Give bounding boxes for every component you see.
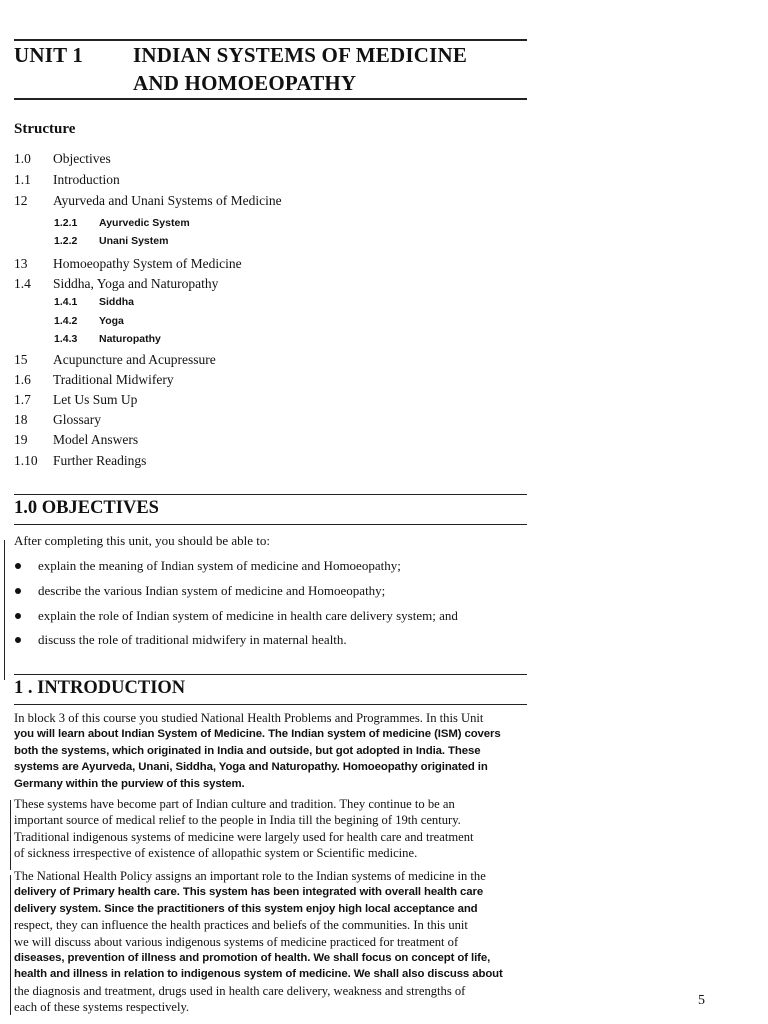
toc-item-number: 12: [14, 193, 28, 208]
bullet-dot-icon: [15, 563, 21, 569]
paragraph-line: These systems have become part of Indian culture and tradition. They continue to be an: [14, 797, 455, 811]
paragraph-line: respect, they can influence the health practices and beliefs of the communities. In this unit: [14, 918, 468, 933]
paragraph-line: systems are Ayurveda, Unani, Siddha, Yoga and Naturopathy. Homoeopathy originated in: [14, 761, 488, 774]
paragraph-line: you will learn about Indian System of Medicine. The Indian system of medicine (ISM) covers: [14, 728, 501, 741]
introduction-paragraph-3: [14, 868, 534, 1016]
toc-item-number: 1.1: [14, 172, 31, 187]
paragraph-line: The National Health Policy assigns an important role to the Indian systems of medicine in the: [14, 869, 486, 883]
paragraph-line: delivery of Primary health care. This system has been integrated with overall health care: [14, 886, 484, 899]
introduction-heading: 1 . INTRODUCTION: [14, 678, 186, 698]
scan-margin-mark: [10, 875, 11, 1015]
toc-item-number: 1.4.3: [54, 333, 78, 345]
paragraph-line: both the systems, which originated in India and outside, but got adopted in India. These: [14, 744, 481, 757]
objectives-bottom-rule: [14, 524, 527, 525]
structure-heading: Structure: [14, 121, 76, 137]
paragraph-line: we will discuss about various indigenous systems of medicine practiced for treatment of: [14, 934, 459, 949]
toc-item-label: Glossary: [53, 412, 101, 427]
toc-item-number: 1.2.2: [54, 235, 78, 247]
toc-item-number: 1.6: [14, 372, 31, 387]
paragraph-line: each of these systems respectively.: [14, 1000, 190, 1015]
title-top-rule: [14, 39, 527, 41]
objective-text: describe the various Indian system of medicine and Homoeopathy;: [38, 583, 386, 598]
objective-text: discuss the role of traditional midwifery in maternal health.: [38, 632, 347, 647]
toc-item-number: 1.0: [14, 151, 31, 166]
toc-item-label: Objectives: [53, 151, 111, 166]
objectives-heading: 1.0 OBJECTIVES: [14, 498, 159, 518]
toc-item-label: Naturopathy: [99, 333, 161, 345]
introduction-bottom-rule: [14, 704, 527, 705]
objectives-top-rule: [14, 494, 527, 495]
toc-item-number: 1.4: [14, 276, 31, 291]
paragraph-line: important source of medical relief to the people in India till the begining of 19th century.: [14, 813, 461, 828]
scan-margin-mark: [4, 540, 5, 680]
toc-item-number: 1.2.1: [54, 217, 78, 229]
toc-item-label: Ayurvedic System: [99, 217, 190, 229]
bullet-dot-icon: [15, 588, 21, 594]
toc-item-label: Model Answers: [53, 432, 139, 447]
toc-item-number: 1.4.2: [54, 315, 78, 327]
toc-item-number: 19: [14, 432, 28, 447]
toc-item-label: Homoeopathy System of Medicine: [53, 256, 242, 271]
toc-item-number: 1.7: [14, 392, 31, 407]
toc-item-label: Unani System: [99, 235, 169, 247]
bullet-dot-icon: [15, 613, 21, 619]
introduction-top-rule: [14, 674, 527, 675]
title-bottom-rule: [14, 98, 527, 100]
unit-number: UNIT 1: [14, 43, 84, 67]
toc-item-label: Traditional Midwifery: [53, 372, 174, 387]
unit-title-line-2: AND HOMOEOPATHY: [133, 71, 357, 95]
paragraph-line: In block 3 of this course you studied National Health Problems and Programmes. In this Unit: [14, 711, 484, 725]
paragraph-line: Traditional indigenous systems of medicine were largely used for health care and treatment: [14, 829, 474, 844]
toc-item-label: Ayurveda and Unani Systems of Medicine: [53, 193, 282, 208]
toc-item-number: 1.4.1: [54, 296, 78, 308]
objective-text: explain the role of Indian system of medicine in health care delivery system; and: [38, 608, 458, 623]
unit-title-line-1: INDIAN SYSTEMS OF MEDICINE: [133, 43, 468, 67]
toc-item-label: Let Us Sum Up: [53, 392, 138, 407]
toc-item-label: Yoga: [99, 315, 124, 327]
toc-item-number: 15: [14, 352, 28, 367]
paragraph-line: diseases, prevention of illness and promotion of health. We shall focus on concept of life,: [14, 951, 491, 964]
toc-item-label: Siddha, Yoga and Naturopathy: [53, 276, 219, 291]
page-number: 5: [698, 993, 705, 1008]
bullet-dot-icon: [15, 637, 21, 643]
toc-item-number: 1.10: [14, 453, 38, 468]
paragraph-line: the diagnosis and treatment, drugs used in health care delivery, weakness and strengths of: [14, 983, 466, 998]
introduction-paragraph-1: [14, 710, 534, 792]
scan-margin-mark: [10, 800, 11, 870]
toc-item-label: Further Readings: [53, 453, 147, 468]
objective-text: explain the meaning of Indian system of medicine and Homoeopathy;: [38, 558, 401, 573]
toc-item-label: Siddha: [99, 296, 135, 308]
introduction-paragraph-2: [14, 796, 534, 862]
paragraph-line: Germany within the purview of this system.: [14, 777, 245, 790]
toc-item-number: 13: [14, 256, 28, 271]
objectives-intro: After completing this unit, you should be able to:: [14, 533, 270, 548]
paragraph-line: of sickness irrespective of existence of allopathic system or Scientific medicine.: [14, 846, 418, 861]
paragraph-line: delivery system. Since the practitioners of this system enjoy high local acceptance and: [14, 902, 478, 915]
paragraph-line: health and illness in relation to indigenous system of medicine. We shall also discuss about: [14, 968, 503, 981]
toc-item-label: Introduction: [53, 172, 120, 187]
toc-item-label: Acupuncture and Acupressure: [53, 352, 216, 367]
toc-item-number: 18: [14, 412, 28, 427]
